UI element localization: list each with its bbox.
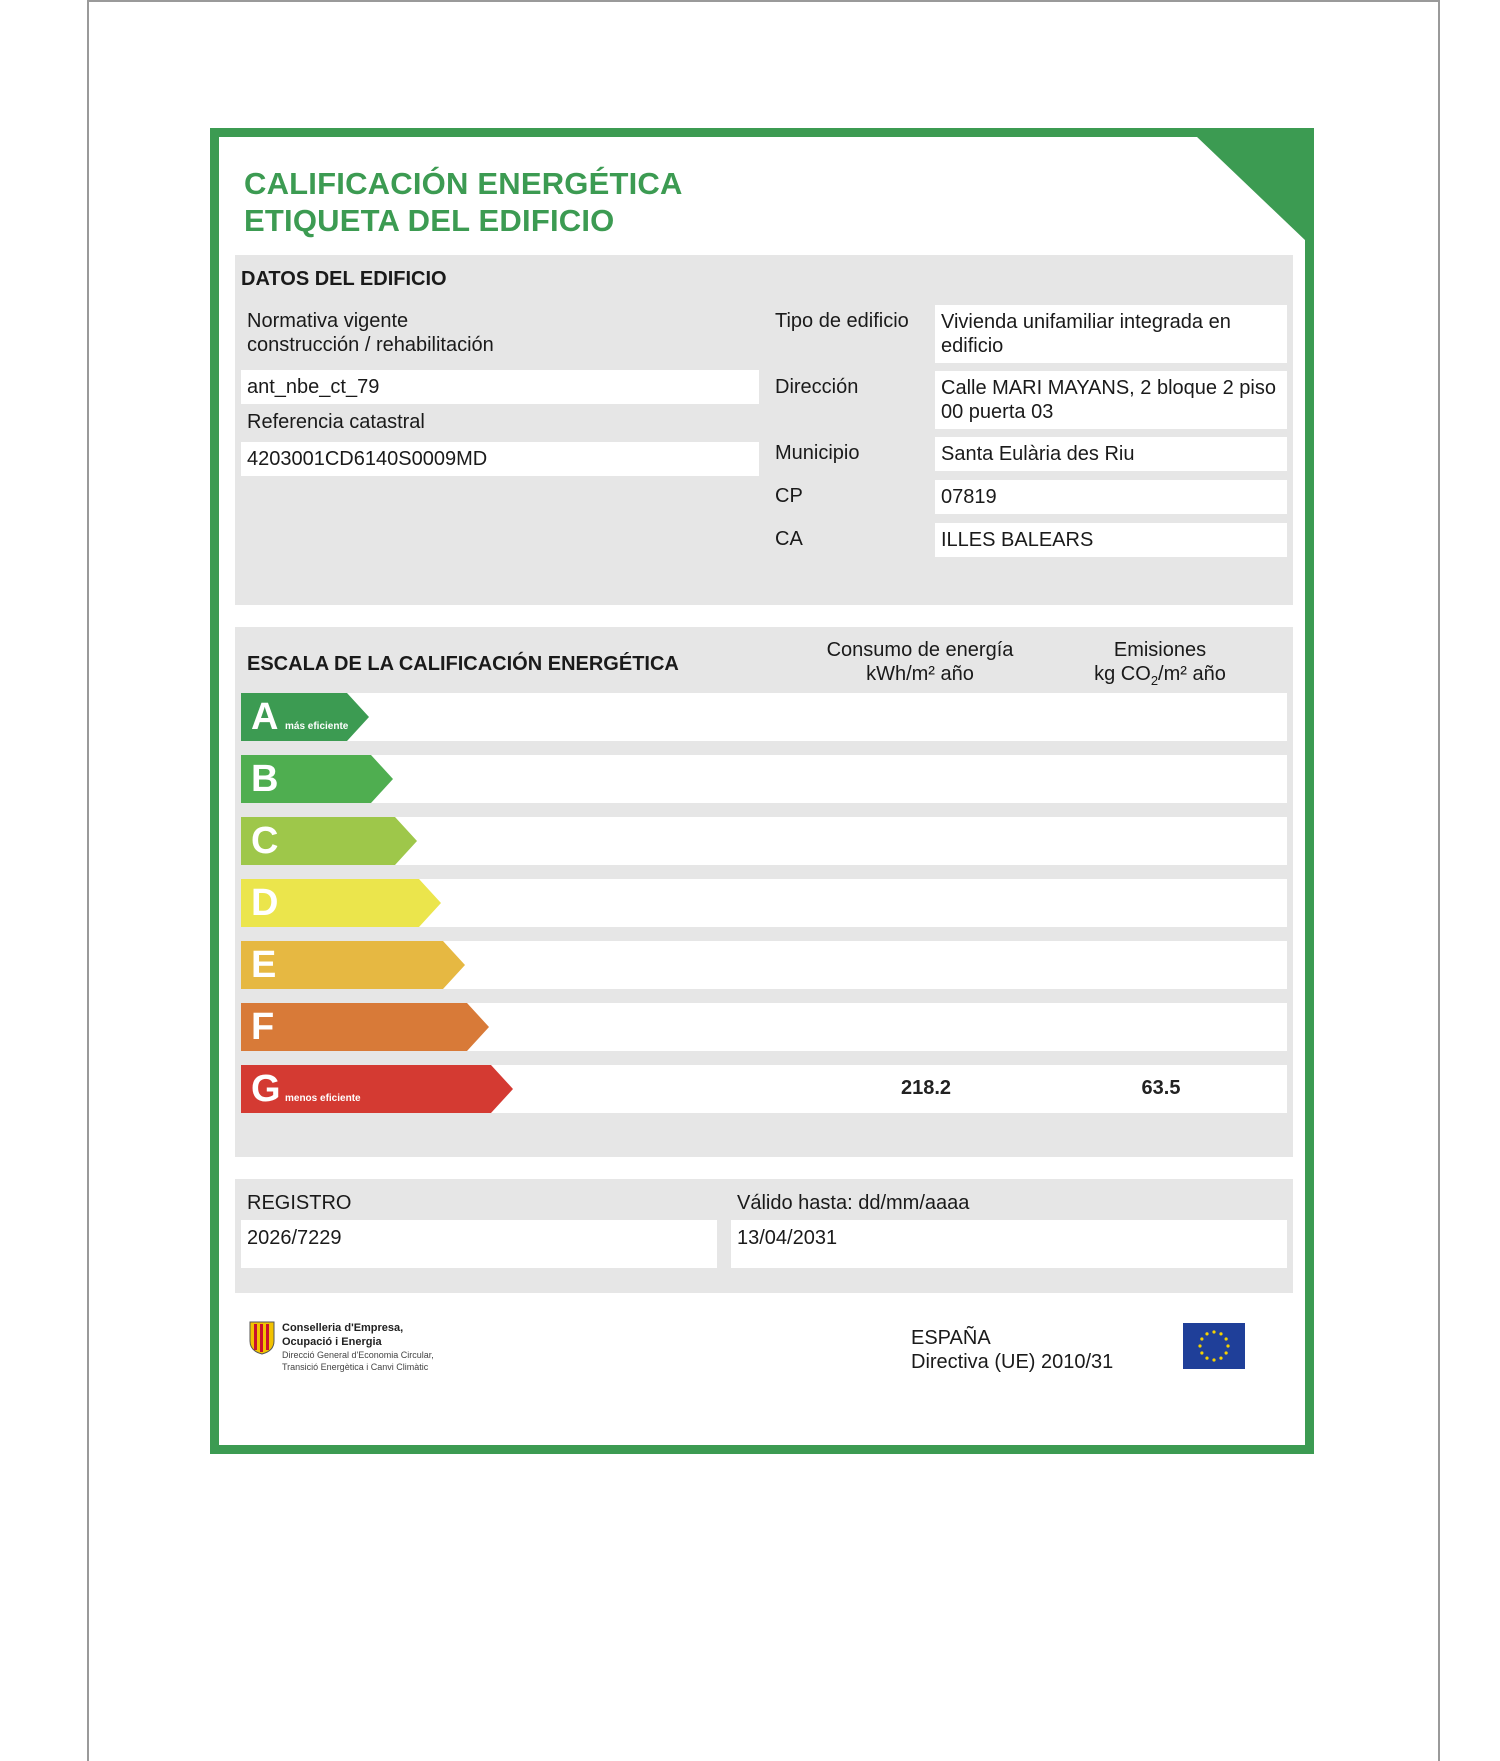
eu-star [1225, 1337, 1228, 1340]
scale-section-title: ESCALA DE LA CALIFICACIÓN ENERGÉTICA [247, 653, 679, 675]
direccio-line-2: Transició Energètica i Canvi Climàtic [282, 1362, 429, 1372]
emisiones-unit-pre: kg CO [1094, 663, 1151, 685]
tipo-value-box [935, 305, 1287, 363]
title-line-1: CALIFICACIÓN ENERGÉTICA [244, 166, 683, 201]
ca-value-box [935, 523, 1287, 557]
eu-star [1219, 1332, 1222, 1335]
tipo-label: Tipo de edificio [775, 310, 909, 332]
valido-value: 13/04/2031 [737, 1227, 838, 1249]
direccion-value-line-2: 00 puerta 03 [941, 401, 1054, 423]
eu-star [1212, 1330, 1215, 1333]
grade-letter-c: C [251, 820, 279, 862]
espana-label: ESPAÑA [911, 1327, 991, 1349]
municipio-value: Santa Eulària des Riu [941, 443, 1135, 465]
normativa-label-line-2: construcción / rehabilitación [247, 334, 494, 356]
energy-label [210, 128, 1314, 1454]
consumo-value: 218.2 [900, 1077, 952, 1099]
eu-flag-icon [1183, 1323, 1245, 1369]
eu-star [1226, 1344, 1229, 1347]
registro-value: 2026/7229 [247, 1227, 342, 1249]
registro-label: REGISTRO [247, 1192, 352, 1214]
grade-arrow-shape-g [241, 1065, 523, 1113]
direccion-label: Dirección [775, 376, 859, 398]
consumo-header [775, 638, 1065, 686]
grade-arrow-b [241, 755, 403, 803]
ca-value: ILLES BALEARS [941, 529, 1094, 551]
directiva-block [911, 1326, 1113, 1374]
datos-section-title: DATOS DEL EDIFICIO [241, 268, 447, 290]
balearic-shield-icon [249, 1321, 275, 1355]
direccio-line-1: Direcció General d'Economia Circular, [282, 1350, 434, 1360]
grade-sublabel-a: más eficiente [285, 721, 349, 732]
grade-arrow-g [241, 1065, 523, 1113]
grade-arrow-f [241, 1003, 499, 1051]
eu-star [1225, 1351, 1228, 1354]
valido-value-box [731, 1220, 1287, 1268]
cp-value-box [935, 480, 1287, 514]
valido-label: Válido hasta: dd/mm/aaaa [737, 1192, 970, 1214]
conselleria-line-1: Conselleria d'Empresa, [282, 1322, 404, 1334]
eu-star [1200, 1337, 1203, 1340]
grade-letter-a: A [251, 696, 279, 738]
direccion-value-line-1: Calle MARI MAYANS, 2 bloque 2 piso [941, 377, 1276, 399]
cp-label: CP [775, 485, 803, 507]
tipo-value-line-1: Vivienda unifamiliar integrada en [941, 311, 1231, 333]
eu-star [1200, 1351, 1203, 1354]
eu-star [1205, 1332, 1208, 1335]
direccion-value-box [935, 371, 1287, 429]
grade-letter-f: F [251, 1006, 275, 1048]
registro-value-box [241, 1220, 717, 1268]
ca-label: CA [775, 528, 803, 550]
page-top-edge [87, 0, 1440, 2]
referencia-value-box [241, 442, 759, 476]
normativa-value: ant_nbe_ct_79 [247, 376, 380, 398]
corner-decoration [1196, 136, 1306, 241]
normativa-label [247, 309, 494, 357]
direccion-value [935, 371, 1287, 429]
grade-letter-g: G [251, 1068, 281, 1110]
normativa-label-line-1: Normativa vigente [247, 310, 409, 332]
page-title [244, 165, 683, 239]
cp-value: 07819 [941, 486, 997, 508]
registro-panel [235, 1179, 1293, 1293]
consumo-header-line-2: kWh/m² año [866, 663, 974, 685]
grade-sublabel-g: menos eficiente [285, 1093, 361, 1104]
page-left-edge [87, 0, 89, 1761]
municipio-label: Municipio [775, 442, 860, 464]
tipo-value-line-2: edificio [941, 335, 1004, 357]
grade-arrow-c [241, 817, 427, 865]
eu-star [1205, 1357, 1208, 1360]
eu-star [1212, 1358, 1215, 1361]
grade-arrow-shape-f [241, 1003, 499, 1051]
datos-panel [235, 255, 1293, 605]
page-right-edge [1438, 0, 1440, 1761]
tipo-value [935, 305, 1287, 363]
grade-arrow-a [241, 693, 379, 741]
grade-arrow-e [241, 941, 475, 989]
conselleria-text [282, 1321, 502, 1373]
normativa-value-box [241, 370, 759, 404]
grade-arrow-d [241, 879, 451, 927]
emisiones-value: 63.5 [1141, 1077, 1181, 1099]
referencia-value: 4203001CD6140S0009MD [247, 448, 488, 470]
directiva-label: Directiva (UE) 2010/31 [911, 1351, 1114, 1373]
emisiones-header-line-2 [1055, 662, 1265, 693]
title-line-2: ETIQUETA DEL EDIFICIO [244, 203, 615, 238]
municipio-value-box [935, 437, 1287, 471]
eu-star [1198, 1344, 1201, 1347]
emisiones-header-line-1: Emisiones [1113, 639, 1207, 661]
eu-star [1219, 1357, 1222, 1360]
emisiones-unit-post: /m² año [1158, 663, 1226, 685]
consumo-header-line-1: Consumo de energía [826, 639, 1014, 661]
grade-row-a [241, 693, 1287, 741]
referencia-label: Referencia catastral [247, 411, 425, 433]
grade-letter-b: B [251, 758, 279, 800]
scale-panel [235, 627, 1293, 1157]
conselleria-line-2: Ocupació i Energia [282, 1336, 382, 1348]
emisiones-header [1055, 638, 1265, 693]
emisiones-unit-sub: 2 [1150, 673, 1159, 688]
grade-letter-e: E [251, 944, 277, 986]
grade-letter-d: D [251, 882, 279, 924]
